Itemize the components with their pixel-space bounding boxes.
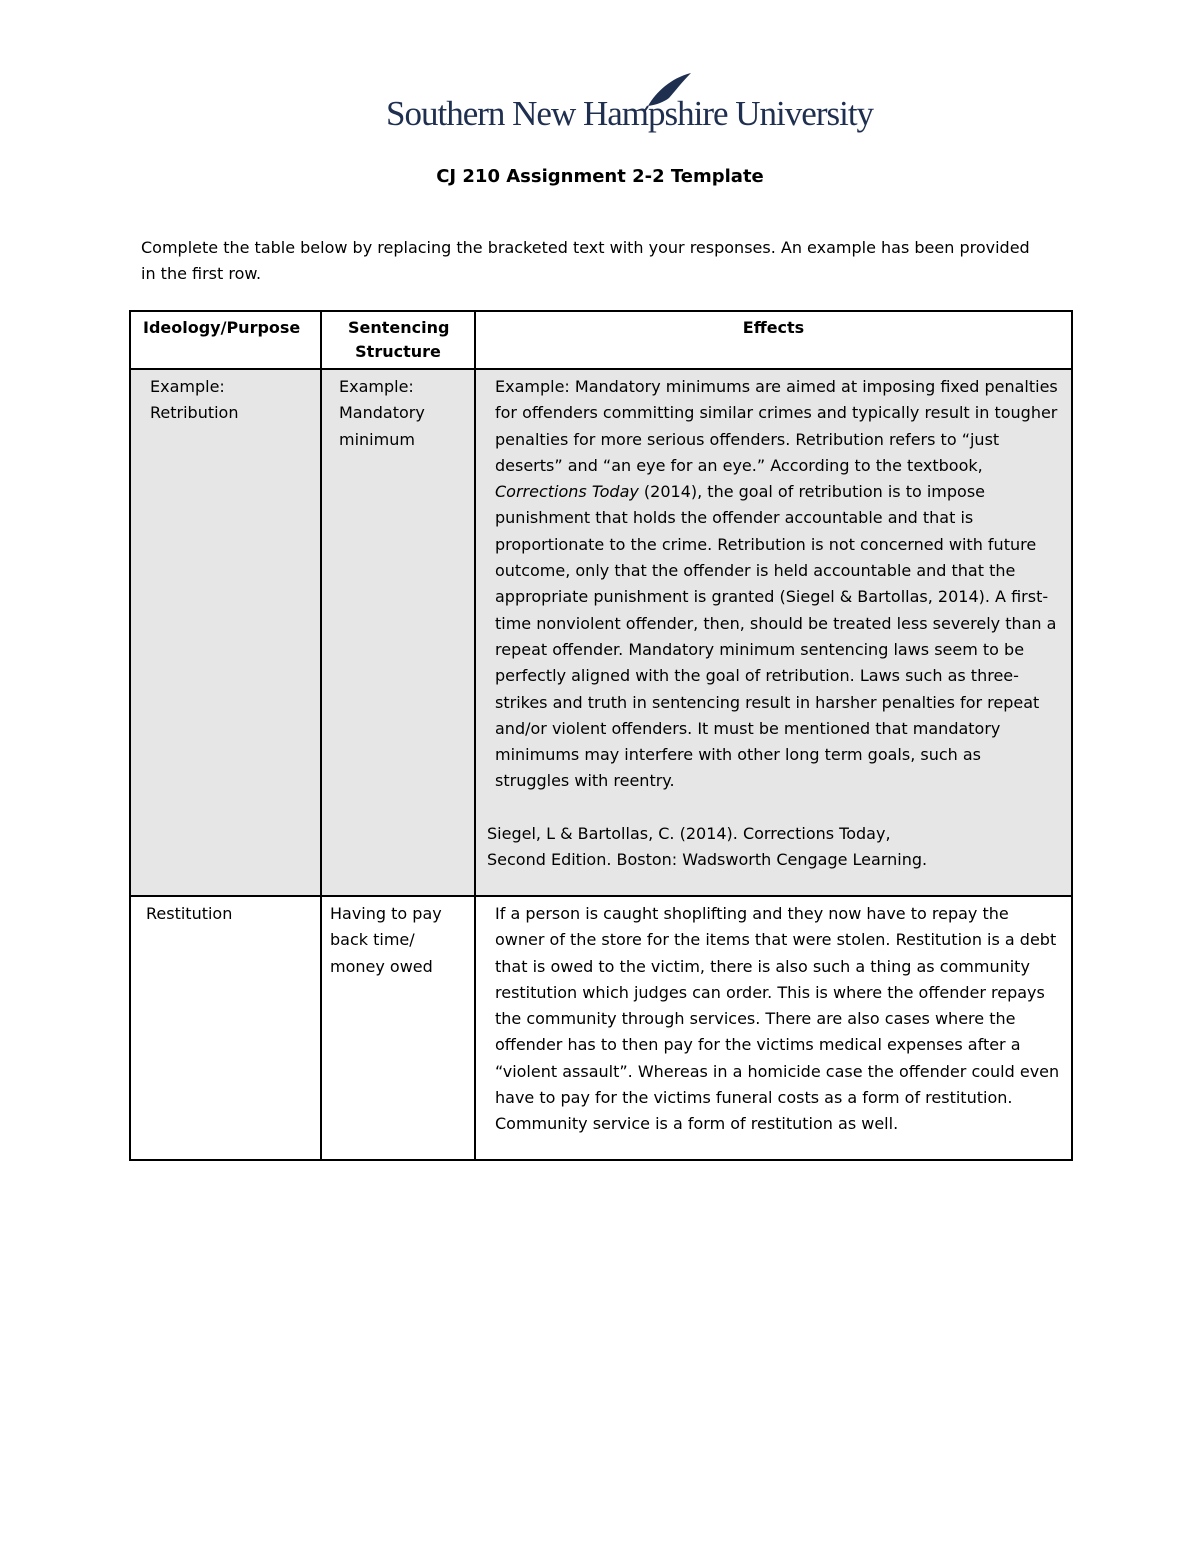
example-effects-cell [475,369,1072,896]
ideology-cell[interactable] [130,896,321,1160]
university-logo [386,68,874,140]
reference-citation: Siegel, L & Bartollas, C. (2014). Corrections Today, Second Edition. Boston: Wadsworth Cengage Learning. [487,823,928,869]
effects-cell[interactable] [475,896,1072,1160]
sentencing-response: Having to pay back time/ money owed [330,904,442,976]
effects-response: If a person is caught shoplifting and they now have to repay the owner of the store for the items that were stolen. Restitution is a debt that is owed to the victim, there is also such a thing as community restitution which judges can order. This is where the offender repays the community through services. There are also cases where the offender has to then pay for the victims medical expenses after a “violent assault”. Whereas in a homicide case the offender could even have to pay for the victims funeral costs as a form of restitution. Community service is a form of restitution as well. [495,904,1060,1134]
sentencing-cell[interactable] [321,896,475,1160]
table-header-row [130,311,1072,369]
instructions-paragraph: Complete the table below by replacing the bracketed text with your responses. An example has been provided in the first row. [141,238,1030,283]
header-ideology: Ideology/Purpose [130,311,321,369]
table-row [130,896,1072,1160]
ideology-response: Restitution [146,904,233,923]
logo-wordmark: Southern New Hampshire University [386,94,874,133]
assignment-table [129,310,1073,1161]
example-sentencing-value: Mandatory minimum [339,403,425,449]
header-effects: Effects [475,311,1072,369]
header-sentencing: Sentencing Structure [321,311,475,369]
example-effects-text: Example: Mandatory minimums are aimed at imposing fixed penalties for offenders committing similar crimes and typically result in tougher penalties for more serious offenders. Retribution refers to “just deserts” and “an eye for an eye.” According to the textbook, Corrections Today (2014), the goal of retribution is to impose punishment that holds the offender accountable and that is proportionate to the crime. Retribution is not concerned with future outcome, only that the offender is held accountable and that the appropriate punishment is granted (Siegel & Bartollas, 2014). A first-time nonviolent offender, then, should be treated less severely than a repeat offender. Mandatory minimum sentencing laws seem to be perfectly aligned with the goal of retribution. Laws such as three-strikes and truth in sentencing result in harsher penalties for repeat and/or violent offenders. It must be mentioned that mandatory minimums may interfere with other long term goals, such as struggles with reentry. [495,377,1058,791]
table-row [130,369,1072,896]
example-ideology-cell [130,369,321,896]
example-ideology-value: Retribution [150,403,239,423]
textbook-title: Corrections Today [495,482,639,502]
example-sentencing-cell [321,369,475,896]
document-title: CJ 210 Assignment 2-2 Template [436,166,764,187]
example-sentencing-prefix: Example: [339,377,414,396]
example-ideology-prefix: Example: [150,377,225,396]
